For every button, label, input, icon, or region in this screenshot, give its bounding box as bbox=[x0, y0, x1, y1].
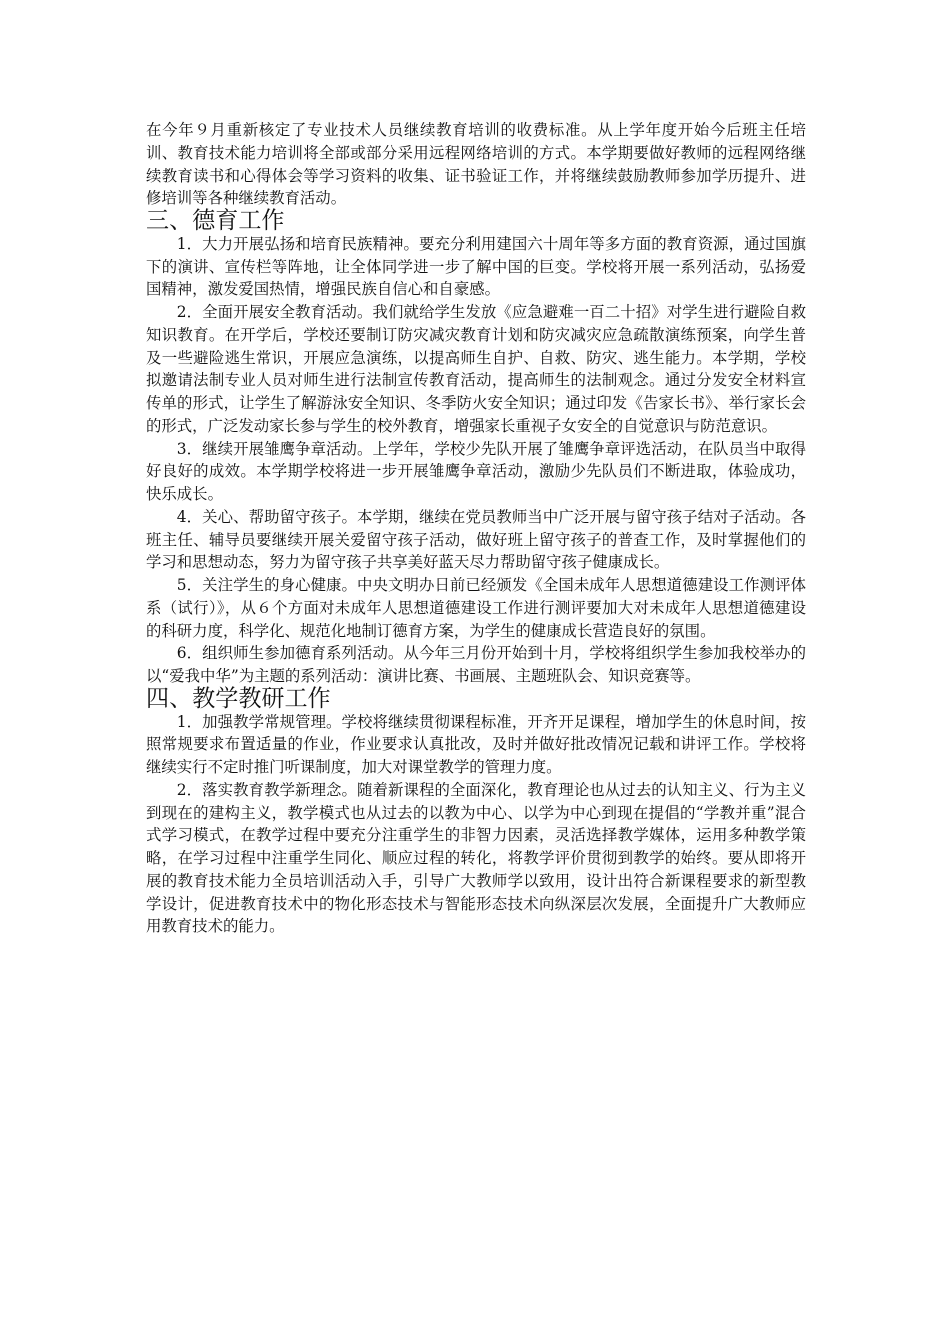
paragraph-continuing-education: 在今年９月重新核定了专业技术人员继续教育培训的收费标准。从上学年度开始今后班主任培训、教育技术能力培训将全部或部分采用远程网络培训的方式。本学期要做好教师的远程网络继续教育读书和心得体会等学习资料的收集、证书验证工作，并将继续鼓励教师参加学历提升、进修培训等各种继续教育活动。 bbox=[146, 121, 806, 208]
paragraph-safety-education: 2．全面开展安全教育活动。我们就给学生发放《应急避难一百二十招》对学生进行避险自救知识教育。在开学后，学校还要制订防灾减灾教育计划和防灾减灾应急疏散演练预案，向学生普及一些避险逃生常识，开展应急演练，以提高师生自护、自救、防灾、逃生能力。本学期，学校拟邀请法制专业人员对师生进行法制宣传教育活动，提高师生的法制观念。通过分发安全材料宣传单的形式，让学生了解游泳安全知识、冬季防火安全知识；通过印发《告家长书》、举行家长会的形式，广泛发动家长参与学生的校外教育，增强家长重视子女安全的自觉意识与防范意识。 bbox=[146, 303, 806, 435]
section-heading-teaching-research: 四、教学教研工作 bbox=[146, 685, 331, 712]
paragraph-national-spirit: 1．大力开展弘扬和培育民族精神。要充分利用建国六十周年等多方面的教育资源，通过国旗下的演讲、宣传栏等阵地，让全体同学进一步了解中国的巨变。学校将开展一系列活动，弘扬爱国精神，激发爱国热情，增强民族自信心和自豪感。 bbox=[146, 234, 806, 299]
paragraph-student-health: 5．关注学生的身心健康。中央文明办日前已经颁发《全国未成年人思想道德建设工作测评体系（试行）》，从６个方面对未成年人思想道德建设工作进行测评要加大对未成年人思想道德建设的科研力度，科学化、规范化地制订德育方案，为学生的健康成长营造良好的氛围。 bbox=[146, 576, 806, 640]
section-heading-moral-education: 三、德育工作 bbox=[146, 208, 285, 234]
paragraph-moral-activities: 6．组织师生参加德育系列活动。从今年三月份开始到十月，学校将组织学生参加我校举办的以“爱我中华”为主题的系列活动：演讲比赛、书画展、主题班队会、知识竞赛等。 bbox=[146, 644, 806, 685]
paragraph-new-teaching-concepts: 2．落实教育教学新理念。随着新课程的全面深化，教育理论也从过去的认知主义、行为主义到现在的建构主义，教学模式也从过去的以教为中心、以学为中心到现在提倡的“学教并重”混合式学习模式，在教学过程中要充分注重学生的非智力因素，灵活选择教学媒体，运用多种教学策略，在学习过程中注重学生同化、顺应过程的转化，将教学评价贯彻到教学的始终。要从即将开展的教育技术能力全员培训活动入手，引导广大教师学以致用，设计出符合新课程要求的新型教学设计，促进教育技术中的物化形态技术与智能形态技术向纵深层次发展，全面提升广大教师应用教育技术的能力。 bbox=[146, 780, 806, 936]
document-page bbox=[146, 119, 806, 938]
paragraph-teaching-management: 1．加强教学常规管理。学校将继续贯彻课程标准，开齐开足课程，增加学生的休息时间，按照常规要求布置适量的作业，作业要求认真批改，及时并做好批改情况记载和讲评工作。学校将继续实行不定时推门听课制度，加大对课堂教学的管理力度。 bbox=[146, 712, 806, 776]
paragraph-left-behind-children: 4．关心、帮助留守孩子。本学期，继续在党员教师当中广泛开展与留守孩子结对子活动。各班主任、辅导员要继续开展关爱留守孩子活动，做好班上留守孩子的普查工作，及时掌握他们的学习和思想动态，努力为留守孩子共享美好蓝天尽力帮助留守孩子健康成长。 bbox=[146, 507, 806, 572]
paragraph-eagle-badge: 3．继续开展雏鹰争章活动。上学年，学校少先队开展了雏鹰争章评选活动，在队员当中取得好良好的成效。本学期学校将进一步开展雏鹰争章活动，激励少先队员们不断进取，体验成功，快乐成长。 bbox=[146, 439, 806, 503]
